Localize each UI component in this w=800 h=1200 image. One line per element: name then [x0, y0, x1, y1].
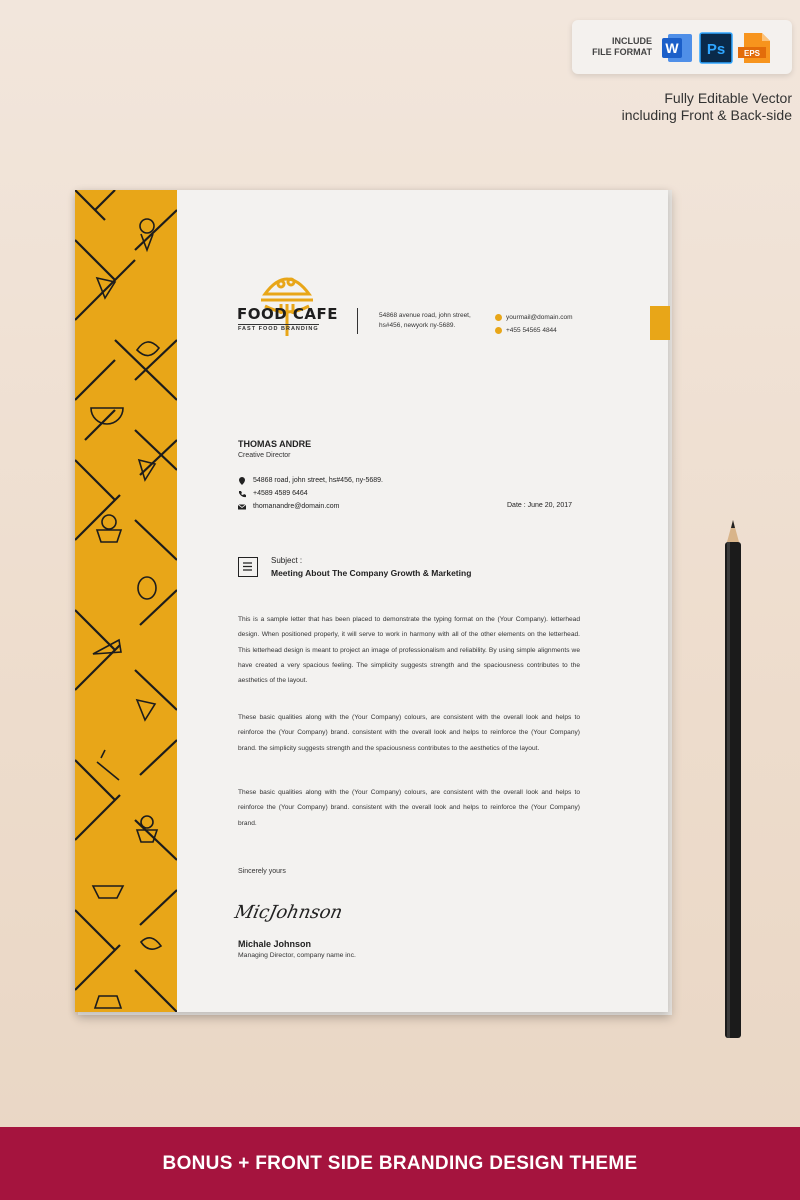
subject-label: Subject :: [271, 556, 303, 565]
mail-icon: [238, 503, 246, 511]
paper-tab-accent: [650, 306, 670, 340]
recipient-info: [238, 474, 383, 513]
logo-tagline: FAST FOOD BRANDING: [238, 326, 319, 332]
closing: Sincerely yours: [238, 868, 286, 875]
food-pattern-stripe: [75, 190, 177, 1012]
svg-text:W: W: [665, 40, 679, 56]
recipient-email-row: thomanandre@domain.com: [238, 500, 383, 513]
tagline: Fully Editable Vector including Front & Back-side: [621, 90, 792, 123]
recipient-name: THOMAS ANDRE: [238, 439, 312, 449]
word-icon: [660, 32, 694, 64]
signer-name: Michale Johnson: [238, 939, 312, 949]
recipient-title: Creative Director: [238, 452, 291, 459]
signature: MicJohnson: [232, 902, 345, 923]
header-address: 54868 avenue road, john street, hs#456, newyork ny-5689.: [379, 312, 471, 329]
svg-text:EPS: EPS: [743, 49, 761, 58]
eps-icon: [738, 32, 772, 64]
pencil-icon: [715, 520, 755, 1040]
recipient-phone-row: +4589 4589 6464: [238, 487, 383, 500]
signer-title: Managing Director, company name inc.: [238, 952, 356, 959]
header-email-row: yourmail@domain.com: [495, 311, 573, 324]
recipient-address-row: 54868 road, john street, hs#456, ny-5689.: [238, 474, 383, 487]
logo-wordmark: FOOD CAFE: [237, 305, 339, 323]
header-contact: [495, 311, 573, 337]
food-pattern-icon: [75, 190, 177, 1012]
body-paragraph-1: This is a sample letter that has been placed to demonstrate the typing format on the (Your Company). letterhead design. When positioned properly, it will serve to work in harmony with all of the other elements on the letterhead. This letterhead design is meant to project an image of professionalism and reliability. By using simple alignments we have created a very spacious feeling. The simplicity suggests strength and the spaciousness contributes to the aesthetics of the layout.: [238, 616, 580, 685]
photoshop-icon: [699, 32, 733, 64]
location-icon: [238, 477, 246, 485]
footer-banner: BONUS + FRONT SIDE BRANDING DESIGN THEME: [0, 1127, 800, 1200]
email-icon: [495, 314, 502, 321]
file-format-badge: [572, 20, 792, 74]
body-paragraph-3: These basic qualities along with the (Your Company) colours, are consistent with the overall look and helps to reinforce the (Your Company) brand. consistent with the overall look and helps to reinforce the (Your Company) brand.: [238, 789, 580, 827]
header-divider: [357, 308, 358, 334]
badge-label: INCLUDE FILE FORMAT: [592, 36, 652, 57]
body-paragraph-2: These basic qualities along with the (Your Company) colours, are consistent with the overall look and helps to reinforce the (Your Company) brand. consistent with the overall look and helps to reinforce the (Your Company) brand. the simplicity suggests strength and the spaciousness contributes to the aesthetics of the layout.: [238, 714, 580, 752]
phone-icon: [495, 327, 502, 334]
svg-text:Ps: Ps: [706, 41, 726, 58]
subject-text: Meeting About The Company Growth & Marketing: [271, 568, 472, 578]
phone-icon: [238, 490, 246, 498]
header-phone-row: +455 54565 4844: [495, 324, 573, 337]
letterhead-paper: [75, 190, 668, 1012]
subject-icon: [238, 557, 258, 577]
letter-date: Date : June 20, 2017: [507, 502, 572, 509]
